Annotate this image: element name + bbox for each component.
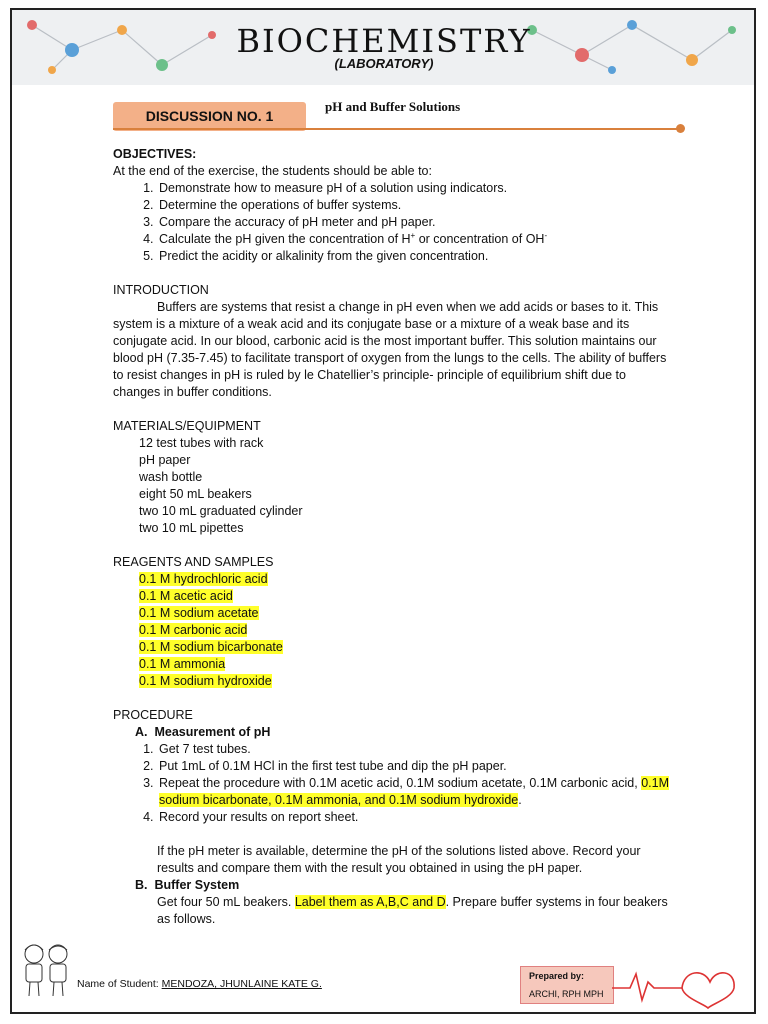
list-item: 4. Record your results on report sheet. (157, 809, 673, 826)
superscript-minus: - (544, 230, 548, 240)
reagents-list (113, 571, 673, 690)
buffer-instructions (113, 894, 673, 928)
list-item: 5. Predict the acidity or alkalinity from the given concentration. (157, 248, 673, 265)
list-item: 0.1 M hydrochloric acid (139, 572, 268, 586)
page-subtitle: (LABORATORY) (334, 56, 434, 71)
step-text: . (518, 793, 522, 807)
instruction-highlight: Label them as A,B,C and D (294, 895, 446, 909)
procedure-heading: PROCEDURE (113, 708, 193, 722)
objectives-heading: OBJECTIVES: (113, 147, 197, 161)
discussion-topic: pH and Buffer Solutions (325, 99, 461, 114)
list-item (157, 775, 673, 809)
list-item (157, 231, 673, 248)
divider-dot (676, 124, 685, 133)
superscript-plus: + (410, 230, 416, 240)
name-value: MENDOZA, JHUNLAINE KATE G. (161, 978, 322, 990)
procedure-note: If the pH meter is available, determine the pH of the solutions listed above. Record your results and compare them with the result you obtained in using the pH paper. (157, 844, 641, 875)
heartbeat-heart-icon (612, 960, 742, 1010)
part-letter: A. (135, 725, 148, 739)
prepared-by-box (520, 966, 614, 1004)
list-item: wash bottle (139, 470, 203, 484)
name-label: Name of Student: (77, 978, 162, 990)
discussion-label: DISCUSSION NO. 1 (113, 102, 306, 131)
list-item: 1. Demonstrate how to measure pH of a solution using indicators. (157, 180, 673, 197)
list-item: 0.1 M sodium hydroxide (139, 674, 272, 688)
reagents-heading: REAGENTS AND SAMPLES (113, 555, 274, 569)
objectives-list (113, 180, 673, 265)
instruction-text: Get four 50 mL beakers. (157, 895, 295, 909)
procedure-part-b (113, 877, 673, 894)
list-item: pH paper (139, 453, 191, 467)
list-item: 0.1 M carbonic acid (139, 623, 248, 637)
materials-heading: MATERIALS/EQUIPMENT (113, 419, 261, 433)
document-body (113, 146, 673, 928)
list-item: 2. Determine the operations of buffer systems. (157, 197, 673, 214)
list-item: two 10 mL pipettes (139, 521, 244, 535)
list-item: 0.1 M sodium acetate (139, 606, 259, 620)
prepared-value: ARCHI, RPH MPH (529, 989, 604, 999)
part-letter: B. (135, 878, 148, 892)
prepared-label: Prepared by: (529, 971, 585, 981)
introduction-heading: INTRODUCTION (113, 283, 209, 297)
list-item: 0.1 M ammonia (139, 657, 226, 671)
list-item: 12 test tubes with rack (139, 436, 264, 450)
page-title: BIOCHEMISTRY (236, 22, 532, 60)
student-name (77, 978, 322, 990)
materials-list (113, 435, 673, 537)
objectives-intro: At the end of the exercise, the students should be able to: (113, 164, 432, 178)
procedure-part-a (113, 724, 673, 741)
student-cartoon-icon (18, 940, 76, 1000)
divider-line (113, 128, 681, 130)
list-item: 0.1 M acetic acid (139, 589, 233, 603)
part-title: Buffer System (154, 878, 240, 892)
list-item: eight 50 mL beakers (139, 487, 252, 501)
list-item: 2. Put 1mL of 0.1M HCl in the first test tube and dip the pH paper. (157, 758, 673, 775)
procedure-steps (113, 741, 673, 826)
list-item: two 10 mL graduated cylinder (139, 504, 303, 518)
step-highlight: 0.1M sodium bicarbonate, 0.1M ammonia, and 0.1M sodium hydroxide (159, 776, 669, 807)
objective-text: Calculate the pH given the concentration of H (159, 232, 411, 246)
instruction-text: . Prepare buffer systems in four beakers as follows. (157, 895, 668, 926)
introduction-body: Buffers are systems that resist a change in pH even when we add acids or bases to it. This system is a mixture of a weak acid and its conjugate base or a mixture of a weak base and its conjugate acid. In our blood, carbonic acid is the most important buffer. This solution maintains our blood pH (7.35-7.45) to facilitate transport of oxygen from the lungs to the cells. The ability of buffers to resist changes in pH is ruled by le Chatellier’s principle- principle of equilibrium shift due to changes in buffer conditions. (113, 300, 667, 399)
objective-text: or concentration of OH (415, 232, 545, 246)
list-item: 1. Get 7 test tubes. (157, 741, 673, 758)
list-item: 0.1 M sodium bicarbonate (139, 640, 283, 654)
part-title: Measurement of pH (154, 725, 271, 739)
list-item: 3. Compare the accuracy of pH meter and pH paper. (157, 214, 673, 231)
step-text: Repeat the procedure with 0.1M acetic acid, 0.1M sodium acetate, 0.1M carbonic acid, (159, 776, 642, 790)
